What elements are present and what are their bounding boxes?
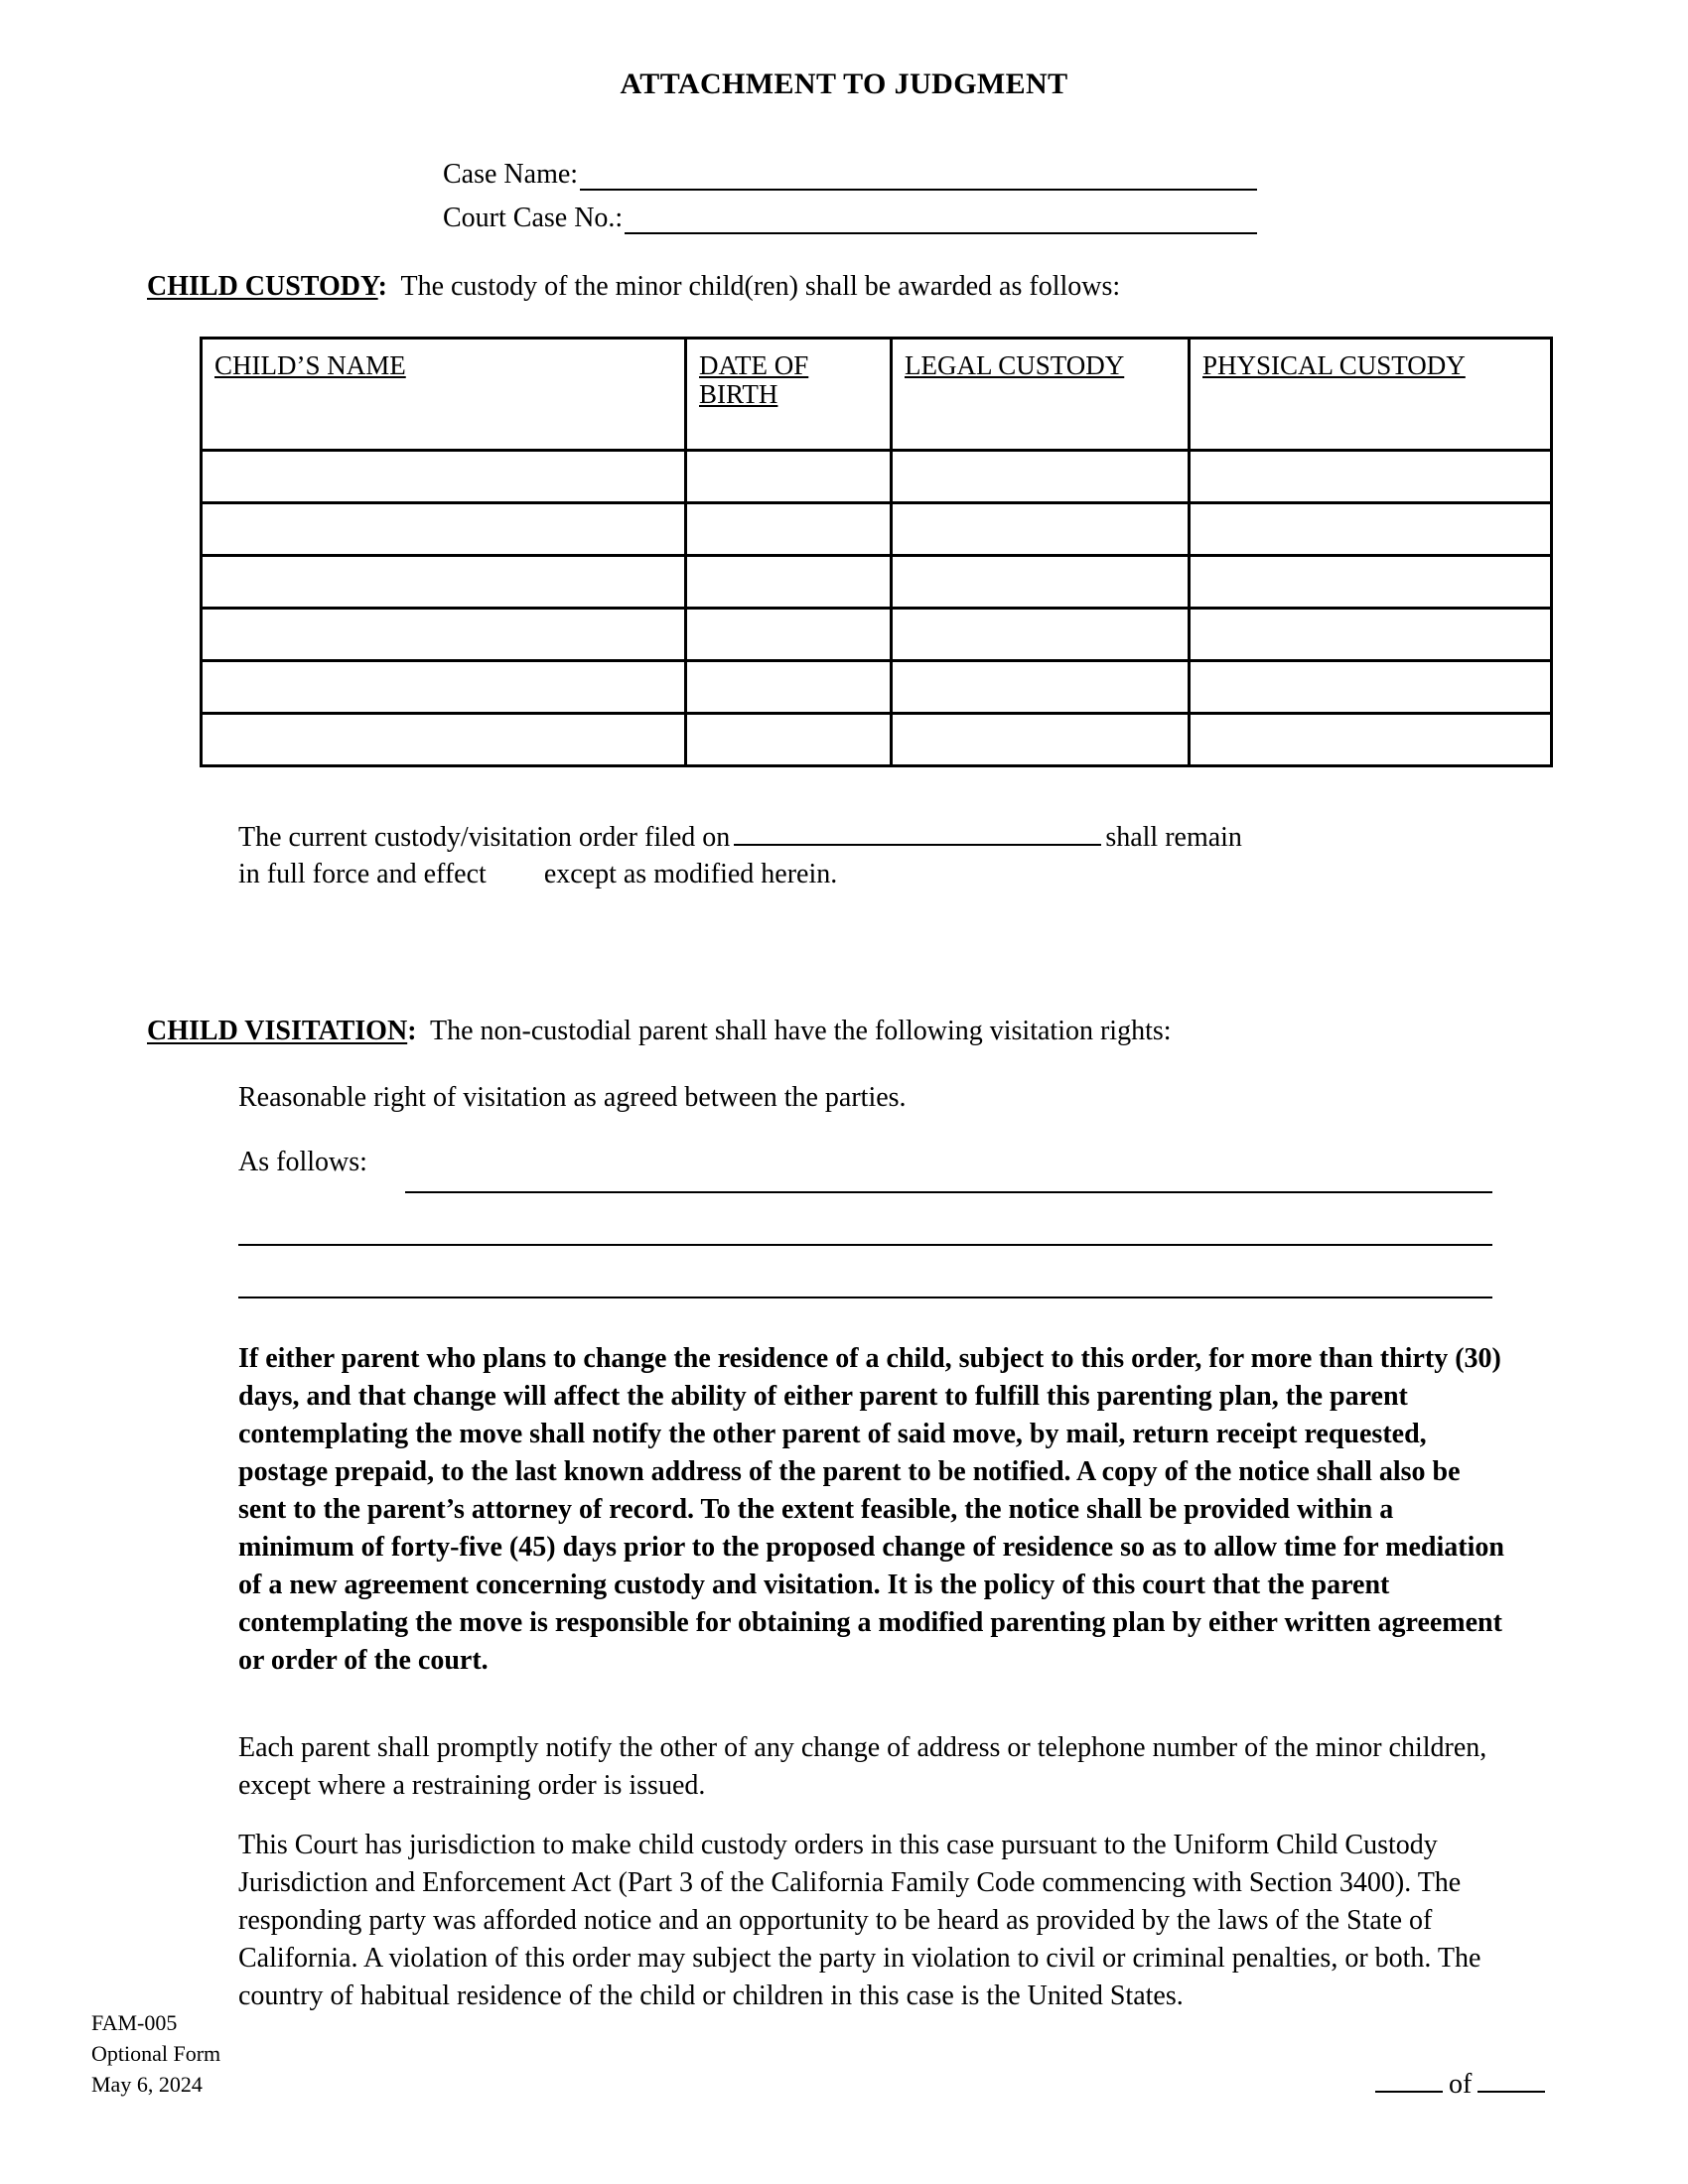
table-row — [202, 714, 1552, 766]
as-follows-label: As follows: — [238, 1147, 367, 1177]
page-total-input[interactable] — [1477, 2067, 1545, 2093]
current-order-prefix: The current custody/visitation order filed on — [238, 822, 731, 853]
child-custody-heading-colon: : — [377, 271, 387, 302]
footer-form-type: Optional Form — [91, 2041, 221, 2067]
court-case-no-row — [443, 191, 1257, 234]
footer-revision-date: May 6, 2024 — [91, 2072, 203, 2098]
jurisdiction-paragraph: This Court has jurisdiction to make child custody orders in this case pursuant to the Uniform Child Custody Jurisdiction and Enforcement Act (Part 3 of the California Family Code commencing with Section 3400). The responding party was afforded notice and an opportunity to be heard as provided by the laws of the State of California. A violation of this order may subject the party in violation to civil or criminal penalties, or both. The country of habitual residence of the child or children in this case is the United States. — [238, 1830, 1481, 2011]
cell-legal-custody[interactable] — [892, 714, 1190, 766]
footer-form-info — [91, 2007, 220, 2101]
cell-legal-custody[interactable] — [892, 661, 1190, 714]
cell-child-name[interactable] — [202, 609, 686, 661]
as-follows-input-line-3[interactable] — [238, 1297, 1492, 1298]
cell-physical-custody[interactable] — [1190, 714, 1552, 766]
cell-date-of-birth[interactable] — [686, 661, 892, 714]
child-custody-intro: The custody of the minor child(ren) shall be awarded as follows: — [400, 271, 1121, 302]
cell-date-of-birth[interactable] — [686, 609, 892, 661]
cell-legal-custody[interactable] — [892, 609, 1190, 661]
cell-date-of-birth[interactable] — [686, 451, 892, 503]
case-name-row — [443, 147, 1257, 191]
table-row — [202, 661, 1552, 714]
child-custody-heading-label: CHILD CUSTODY — [147, 271, 378, 302]
cell-child-name[interactable] — [202, 451, 686, 503]
current-order-statement — [238, 816, 1499, 893]
child-visitation-intro: The non-custodial parent shall have the following visitation rights: — [430, 1016, 1172, 1046]
cell-date-of-birth[interactable] — [686, 714, 892, 766]
cell-legal-custody[interactable] — [892, 503, 1190, 556]
table-row — [202, 609, 1552, 661]
page-title: ATTACHMENT TO JUDGMENT — [620, 68, 1068, 100]
current-order-date-input[interactable] — [734, 816, 1101, 846]
cell-physical-custody[interactable] — [1190, 556, 1552, 609]
child-visitation-heading — [147, 1015, 1172, 1048]
column-header-dob-line2: BIRTH — [699, 378, 778, 409]
court-case-no-label: Court Case No.: — [443, 203, 624, 233]
column-header-child-name — [202, 339, 686, 451]
reasonable-visitation-text: Reasonable right of visitation as agreed between the parties. — [238, 1082, 907, 1113]
current-order-line2b: except as modified herein. — [543, 858, 838, 889]
page-current-input[interactable] — [1375, 2067, 1443, 2093]
address-change-paragraph: Each parent shall promptly notify the other of any change of address or telephone number of the minor children, except where a restraining order is issued. — [238, 1732, 1487, 1801]
cell-child-name[interactable] — [202, 714, 686, 766]
cell-date-of-birth[interactable] — [686, 503, 892, 556]
page-of-label: of — [1449, 2069, 1473, 2100]
cell-physical-custody[interactable] — [1190, 661, 1552, 714]
column-header-legal-custody-label: LEGAL CUSTODY — [905, 350, 1125, 380]
custody-table — [200, 337, 1553, 767]
cell-child-name[interactable] — [202, 556, 686, 609]
cell-physical-custody[interactable] — [1190, 503, 1552, 556]
current-order-mid: shall remain — [1105, 822, 1242, 853]
cell-child-name[interactable] — [202, 661, 686, 714]
column-header-date-of-birth — [686, 339, 892, 451]
custody-table-body — [202, 451, 1552, 766]
column-header-physical-custody — [1190, 339, 1552, 451]
page-number-footer — [1375, 2067, 1545, 2101]
table-row — [202, 556, 1552, 609]
case-name-input[interactable] — [580, 159, 1257, 191]
cell-date-of-birth[interactable] — [686, 556, 892, 609]
child-visitation-heading-colon: : — [407, 1016, 417, 1046]
table-row — [202, 503, 1552, 556]
as-follows-input-line-1[interactable] — [405, 1191, 1492, 1193]
current-order-line2a: in full force and effect — [238, 858, 487, 889]
case-name-label: Case Name: — [443, 159, 579, 190]
footer-form-number: FAM-005 — [91, 2010, 178, 2035]
cell-legal-custody[interactable] — [892, 451, 1190, 503]
column-header-physical-custody-label: PHYSICAL CUSTODY — [1202, 350, 1466, 380]
child-visitation-heading-label: CHILD VISITATION — [147, 1016, 408, 1046]
child-custody-heading — [147, 270, 1120, 304]
column-header-dob-line1: DATE OF — [699, 350, 809, 380]
column-header-legal-custody — [892, 339, 1190, 451]
cell-legal-custody[interactable] — [892, 556, 1190, 609]
as-follows-input-line-2[interactable] — [238, 1244, 1492, 1246]
cell-physical-custody[interactable] — [1190, 609, 1552, 661]
table-row — [202, 451, 1552, 503]
case-header-block — [443, 147, 1257, 234]
column-header-child-name-label: CHILD’S NAME — [214, 350, 406, 380]
court-case-no-input[interactable] — [625, 203, 1257, 234]
table-header-row — [202, 339, 1552, 451]
cell-child-name[interactable] — [202, 503, 686, 556]
relocation-notice-paragraph: If either parent who plans to change the residence of a child, subject to this order, for more than thirty (30) days, and that change will affect the ability of either parent to fulfill this parenting plan, the parent contemplating the move shall notify the other parent of said move, by mail, return receipt requested, postage prepaid, to the last known address of the parent to be notified. A copy of the notice shall also be sent to the parent’s attorney of record. To the extent feasible, the notice shall be provided within a minimum of forty-five (45) days prior to the proposed change of residence so as to allow time for mediation of a new agreement concerning custody and visitation. It is the policy of this court that the parent contemplating the move is responsible for obtaining a modified parenting plan by either written agreement or order of the court. — [238, 1343, 1504, 1676]
cell-physical-custody[interactable] — [1190, 451, 1552, 503]
